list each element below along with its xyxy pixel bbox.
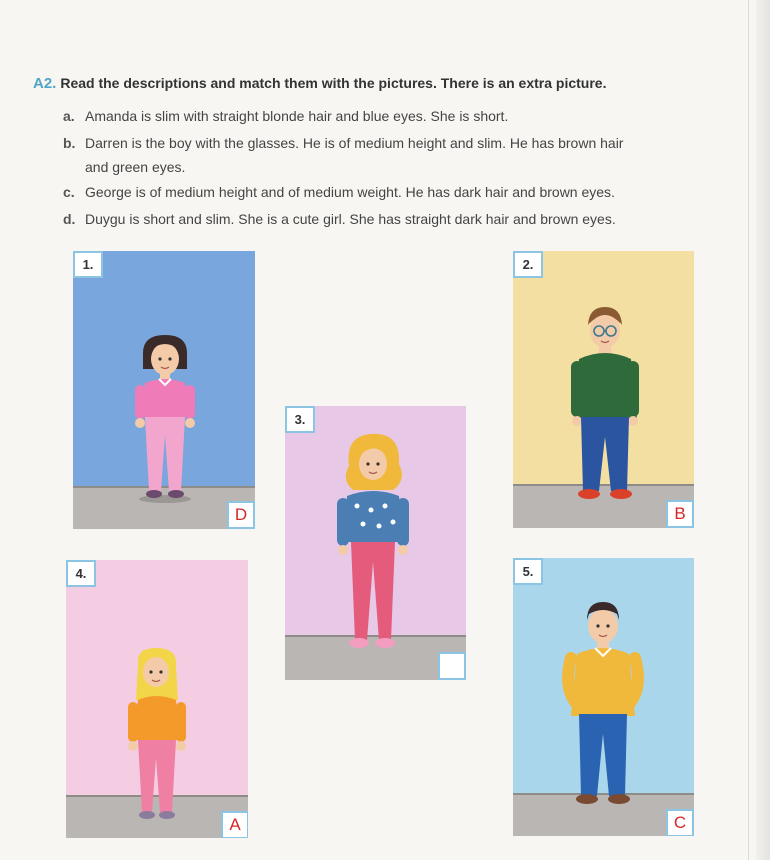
picture-number-badge: 5. (513, 558, 543, 585)
description-text: Duygu is short and slim. She is a cute girl. She has straight dark hair and brown eyes. (85, 211, 616, 227)
picture-1 (73, 251, 255, 529)
description-b (63, 131, 673, 179)
exercise-number: A2. (33, 75, 57, 92)
picture-2 (513, 251, 694, 528)
picture-3 (285, 406, 466, 680)
description-letter: d. (63, 211, 76, 227)
answer-box-3[interactable] (438, 652, 466, 680)
boy-glasses-illustration (513, 251, 694, 528)
description-letter: c. (63, 184, 75, 200)
answer-box-2[interactable]: B (666, 500, 694, 528)
picture-4 (66, 560, 248, 838)
picture-number-badge: 4. (66, 560, 96, 587)
description-text: Darren is the boy with the glasses. He is of medium height and slim. He has brown hair (85, 135, 624, 151)
description-letter: a. (63, 108, 75, 124)
boy-dark-hair-illustration (513, 558, 694, 836)
description-c (63, 180, 673, 204)
description-letter: b. (63, 135, 76, 151)
girl-blonde-hair-illustration (66, 560, 248, 838)
exercise-title (33, 75, 606, 92)
girl-curly-hair-illustration (285, 406, 466, 680)
description-text: George is of medium height and of medium weight. He has dark hair and brown eyes. (85, 184, 615, 200)
description-text: Amanda is slim with straight blonde hair and blue eyes. She is short. (85, 108, 509, 124)
page-edge (756, 0, 770, 860)
picture-5 (513, 558, 694, 836)
picture-number-badge: 1. (73, 251, 103, 278)
page-edge-line (748, 0, 749, 860)
picture-number-badge: 2. (513, 251, 543, 278)
answer-box-1[interactable]: D (227, 501, 255, 529)
girl-dark-hair-illustration (73, 251, 255, 529)
picture-number-badge: 3. (285, 406, 315, 433)
answer-box-4[interactable]: A (221, 811, 248, 838)
exercise-instruction: Read the descriptions and match them with the pictures. There is an extra picture. (60, 75, 607, 91)
description-d (63, 207, 673, 231)
description-a (63, 104, 673, 128)
answer-box-5[interactable]: C (666, 809, 694, 836)
description-text-continued: and green eyes. (85, 159, 186, 175)
